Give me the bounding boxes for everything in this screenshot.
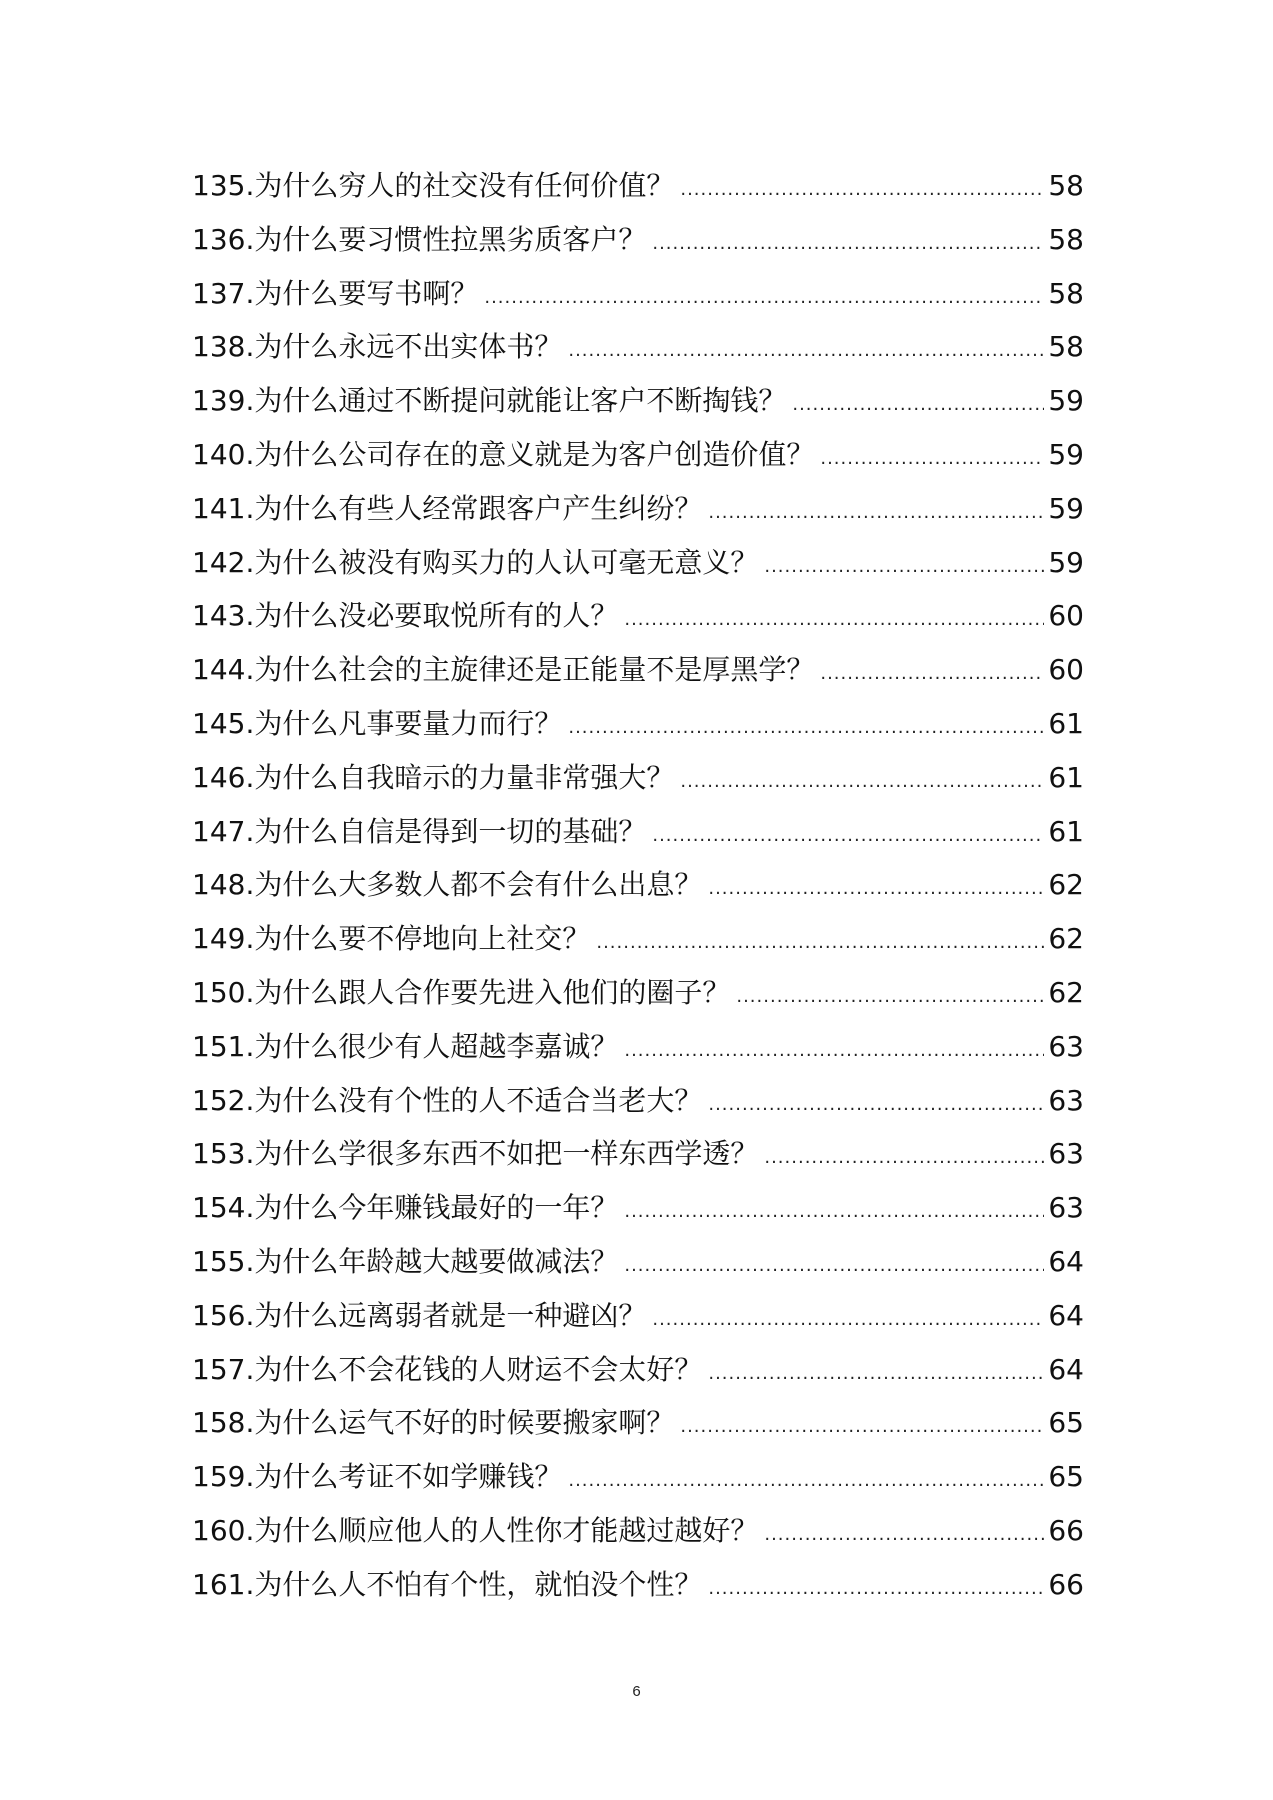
toc-entry[interactable] bbox=[192, 858, 1084, 912]
dot-leader bbox=[680, 1400, 1044, 1454]
dot-leader bbox=[708, 1347, 1044, 1401]
toc-entry-title: 160.为什么顺应他人的人性你才能越过越好？ bbox=[192, 1513, 759, 1547]
toc-entry-page: 62 bbox=[1048, 868, 1084, 902]
dot-leader bbox=[596, 916, 1044, 970]
toc-entry-title: 147.为什么自信是得到一切的基础？ bbox=[192, 814, 647, 848]
dot-leader bbox=[680, 163, 1044, 217]
toc-entry-page: 66 bbox=[1048, 1513, 1084, 1547]
toc-entry-page: 59 bbox=[1048, 437, 1084, 471]
toc-entry[interactable] bbox=[192, 751, 1084, 805]
toc-entry-title: 161.为什么人不怕有个性，就怕没个性？ bbox=[192, 1567, 703, 1601]
dot-leader bbox=[652, 809, 1044, 863]
dot-leader bbox=[764, 540, 1044, 594]
dot-leader bbox=[624, 1185, 1044, 1239]
toc-entry-title: 152.为什么没有个性的人不适合当老大？ bbox=[192, 1083, 703, 1117]
toc-entry[interactable] bbox=[192, 1504, 1084, 1558]
dot-leader bbox=[568, 1454, 1044, 1508]
toc-entry-title: 141.为什么有些人经常跟客户产生纠纷？ bbox=[192, 491, 703, 525]
toc-entry-title: 151.为什么很少有人超越李嘉诚？ bbox=[192, 1029, 619, 1063]
toc-entry-page: 65 bbox=[1048, 1460, 1084, 1494]
toc-entry[interactable] bbox=[192, 1289, 1084, 1343]
toc-entry-page: 63 bbox=[1048, 1191, 1084, 1225]
dot-leader bbox=[792, 378, 1044, 432]
toc-entry-page: 60 bbox=[1048, 599, 1084, 633]
toc-entry-page: 60 bbox=[1048, 653, 1084, 687]
toc-entry[interactable] bbox=[192, 1558, 1084, 1612]
toc-entry-title: 140.为什么公司存在的意义就是为客户创造价值？ bbox=[192, 437, 815, 471]
toc-entry-title: 157.为什么不会花钱的人财运不会太好？ bbox=[192, 1352, 703, 1386]
toc-entry-title: 143.为什么没必要取悦所有的人？ bbox=[192, 599, 619, 633]
toc-entry-page: 63 bbox=[1048, 1029, 1084, 1063]
toc-entry-page: 61 bbox=[1048, 760, 1084, 794]
toc-entry-title: 142.为什么被没有购买力的人认可毫无意义？ bbox=[192, 545, 759, 579]
toc-entry[interactable] bbox=[192, 805, 1084, 859]
toc-entry-page: 62 bbox=[1048, 922, 1084, 956]
dot-leader bbox=[652, 217, 1044, 271]
dot-leader bbox=[680, 755, 1044, 809]
dot-leader bbox=[820, 432, 1044, 486]
toc-entry-title: 159.为什么考证不如学赚钱？ bbox=[192, 1460, 563, 1494]
toc-entry[interactable] bbox=[192, 1181, 1084, 1235]
toc-entry-page: 64 bbox=[1048, 1352, 1084, 1386]
toc-entry[interactable] bbox=[192, 213, 1084, 267]
toc-entry-page: 64 bbox=[1048, 1244, 1084, 1278]
toc-entry-page: 58 bbox=[1048, 222, 1084, 256]
toc-entry-title: 145.为什么凡事要量力而行？ bbox=[192, 706, 563, 740]
toc-entry-title: 153.为什么学很多东西不如把一样东西学透？ bbox=[192, 1137, 759, 1171]
toc-entry[interactable] bbox=[192, 1343, 1084, 1397]
page-number: 6 bbox=[632, 1683, 641, 1700]
toc-entry-title: 158.为什么运气不好的时候要搬家啊？ bbox=[192, 1406, 675, 1440]
toc-entry[interactable] bbox=[192, 1074, 1084, 1128]
toc-entry-page: 65 bbox=[1048, 1406, 1084, 1440]
dot-leader bbox=[820, 647, 1044, 701]
toc-entry-page: 58 bbox=[1048, 169, 1084, 202]
toc-entry[interactable] bbox=[192, 374, 1084, 428]
toc-entry[interactable] bbox=[192, 536, 1084, 590]
dot-leader bbox=[764, 1131, 1044, 1185]
toc-entry-title: 136.为什么要习惯性拉黑劣质客户？ bbox=[192, 222, 647, 256]
toc-entry[interactable] bbox=[192, 428, 1084, 482]
toc-entry-page: 63 bbox=[1048, 1137, 1084, 1171]
toc-entry-title: 146.为什么自我暗示的力量非常强大？ bbox=[192, 760, 675, 794]
dot-leader bbox=[624, 593, 1044, 647]
dot-leader bbox=[736, 970, 1044, 1024]
toc-entry-title: 149.为什么要不停地向上社交？ bbox=[192, 922, 591, 956]
dot-leader bbox=[708, 486, 1044, 540]
toc-entry-title: 154.为什么今年赚钱最好的一年？ bbox=[192, 1191, 619, 1225]
toc-entry[interactable] bbox=[192, 966, 1084, 1020]
toc-entry-title: 150.为什么跟人合作要先进入他们的圈子？ bbox=[192, 975, 731, 1009]
toc-entry-title: 139.为什么通过不断提问就能让客户不断掏钱？ bbox=[192, 384, 787, 418]
toc-entry[interactable] bbox=[192, 1020, 1084, 1074]
dot-leader bbox=[708, 1562, 1044, 1616]
dot-leader bbox=[624, 1024, 1044, 1078]
toc-entry[interactable] bbox=[192, 912, 1084, 966]
toc-entry-page: 66 bbox=[1048, 1567, 1084, 1601]
toc-entry-page: 61 bbox=[1048, 814, 1084, 848]
toc-entry[interactable] bbox=[192, 589, 1084, 643]
toc-entry-title: 135.为什么穷人的社交没有任何价值？ bbox=[192, 169, 675, 202]
toc-entry[interactable] bbox=[192, 482, 1084, 536]
dot-leader bbox=[652, 1293, 1044, 1347]
toc-entry[interactable] bbox=[192, 267, 1084, 321]
toc-entry-title: 144.为什么社会的主旋律还是正能量不是厚黑学？ bbox=[192, 653, 815, 687]
toc-entry[interactable] bbox=[192, 697, 1084, 751]
toc-entry-title: 155.为什么年龄越大越要做减法？ bbox=[192, 1244, 619, 1278]
toc-entry[interactable] bbox=[192, 643, 1084, 697]
dot-leader bbox=[568, 701, 1044, 755]
toc-entry[interactable] bbox=[192, 159, 1084, 213]
toc-entry-page: 58 bbox=[1048, 276, 1084, 310]
toc-entry-page: 59 bbox=[1048, 491, 1084, 525]
toc-entry[interactable] bbox=[192, 1127, 1084, 1181]
dot-leader bbox=[624, 1239, 1044, 1293]
toc-entry[interactable] bbox=[192, 1450, 1084, 1504]
dot-leader bbox=[764, 1508, 1044, 1562]
table-of-contents bbox=[192, 159, 1084, 1612]
toc-entry[interactable] bbox=[192, 320, 1084, 374]
toc-entry-page: 64 bbox=[1048, 1298, 1084, 1332]
toc-entry-page: 59 bbox=[1048, 384, 1084, 418]
toc-entry-page: 59 bbox=[1048, 545, 1084, 579]
toc-entry-title: 137.为什么要写书啊？ bbox=[192, 276, 479, 310]
toc-entry-page: 58 bbox=[1048, 330, 1084, 364]
dot-leader bbox=[568, 324, 1044, 378]
dot-leader bbox=[708, 1078, 1044, 1132]
toc-entry-title: 156.为什么远离弱者就是一种避凶？ bbox=[192, 1298, 647, 1332]
toc-entry[interactable] bbox=[192, 1396, 1084, 1450]
dot-leader bbox=[708, 862, 1044, 916]
toc-entry[interactable] bbox=[192, 1235, 1084, 1289]
toc-entry-page: 61 bbox=[1048, 706, 1084, 740]
toc-entry-page: 63 bbox=[1048, 1083, 1084, 1117]
toc-entry-page: 62 bbox=[1048, 975, 1084, 1009]
toc-entry-title: 138.为什么永远不出实体书？ bbox=[192, 330, 563, 364]
toc-entry-title: 148.为什么大多数人都不会有什么出息？ bbox=[192, 868, 703, 902]
dot-leader bbox=[484, 271, 1044, 325]
